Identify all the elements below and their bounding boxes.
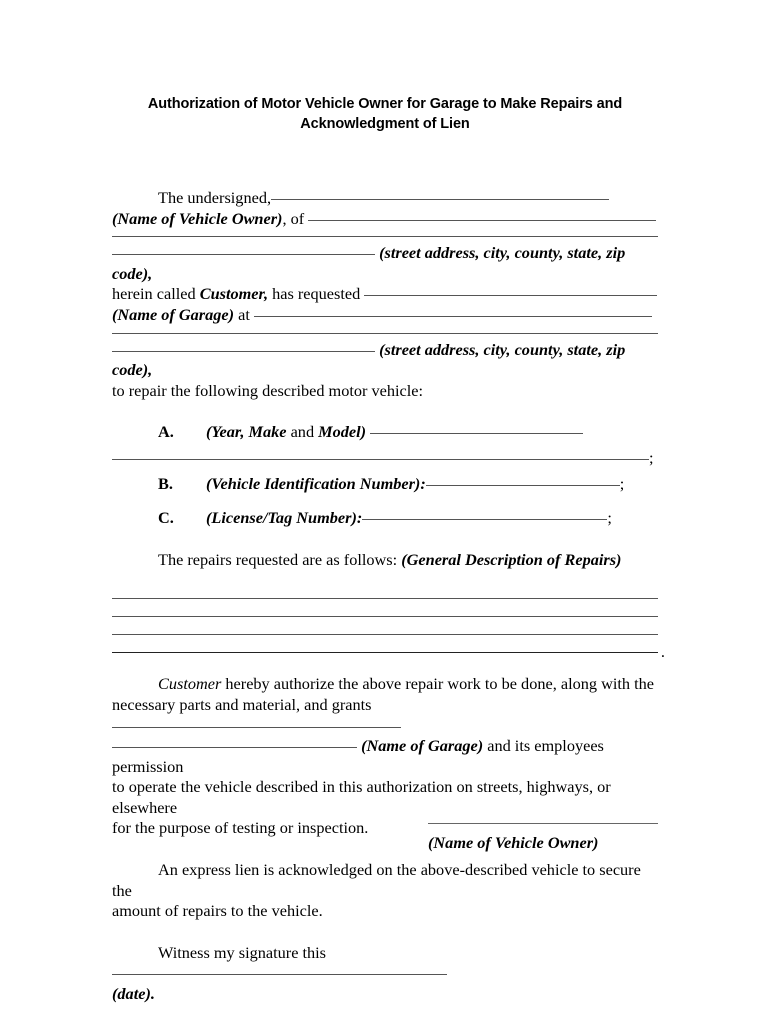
signature-label: (Name of Vehicle Owner) [428,833,599,852]
repairs-lead-in: The repairs requested are as follows: [158,549,398,569]
document-content [112,0,665,1005]
item-a-fill-line-1[interactable] [370,433,583,434]
repair-blank-line[interactable] [112,635,665,662]
intro-line-herein-called [112,284,658,305]
repair-blank-line[interactable] [112,599,658,617]
page-title-line-2: Acknowledgment of Lien [300,116,470,132]
customer-term: Customer, [199,284,269,304]
item-a-label-part2: Model) [318,422,367,442]
name-of-garage-caption: (Name of Garage) [112,304,235,324]
intro-line-rule-full-2 [112,326,658,334]
repair-blank-line[interactable] [112,617,658,635]
of-word: , of [282,208,305,228]
witness-paragraph [112,943,658,1005]
repair-blank-line[interactable] [112,581,658,599]
at-word: at [238,304,250,324]
authorization-customer-term: Customer [158,674,222,694]
lien-paragraph [112,860,658,922]
intro-line-street-caption [112,237,658,284]
witness-line-1 [112,943,658,984]
witness-date-caption: (date). [112,984,155,1004]
item-letter-b: B. [158,473,173,493]
item-a-terminator: ; [649,447,654,467]
authorization-text-3: and its employees permission [112,736,604,776]
lien-line-2: amount of repairs to the vehicle. [112,901,323,921]
item-c-fill-line[interactable] [362,519,607,520]
owner-address-fill-line-3[interactable] [112,254,375,255]
item-a-conjunction: and [290,422,315,442]
lien-text-1: An express lien is acknowledged on the above-described vehicle to secure the [112,860,641,900]
item-b-fill-line[interactable] [426,485,620,486]
garage-name-fill-line-3[interactable] [112,747,357,748]
authorization-line-4: to operate the vehicle described in this authorization on streets, highways, or elsewhere [112,777,611,817]
lien-line-1 [112,860,658,901]
street-address-caption: (street address, city, county, state, zip code), [112,243,626,283]
item-a-fill-line-2[interactable] [112,459,649,460]
spacer [112,653,658,674]
authorization-line-5: for the purpose of testing or inspection. [112,818,369,838]
repairs-lead-in-row [112,550,658,571]
spacer [112,401,658,422]
item-a-label-part1: (Year, Make [206,422,287,442]
owner-address-fill-line-1[interactable] [308,220,656,221]
herein-called-text: herein called [112,284,196,304]
vehicle-item-c [112,494,658,529]
garage-name-fill-line-2[interactable] [112,727,401,728]
repairs-caption: (General Description of Repairs) [401,549,622,569]
intro-line-owner-caption [112,209,658,230]
page-title [112,0,658,134]
garage-address-fill-line-3[interactable] [112,351,375,352]
repairs-blank-lines [112,581,665,662]
intro-line-undersigned [112,188,658,209]
garage-address-fill-line-1[interactable] [254,316,652,317]
witness-date-fill-line[interactable] [112,974,447,975]
item-b-label: (Vehicle Identification Number): [206,473,426,493]
garage-name-fill-line[interactable] [364,295,657,296]
signature-block [428,823,658,854]
spacer [112,134,658,164]
authorization-text-1: hereby authorize the above repair work to be done, along with the [225,674,654,694]
item-b-terminator: ; [619,473,625,493]
name-of-vehicle-owner-caption: (Name of Vehicle Owner) [112,208,283,228]
authorization-paragraph [112,674,658,839]
repairs-end-period: . [660,642,665,662]
street-address-caption-2: (street address, city, county, state, zip code), [112,339,626,380]
intro-line-street-caption-2 [112,334,658,381]
item-letter-c: C. [158,508,174,528]
intro-line-rule-full [112,229,658,237]
item-c-label: (License/Tag Number): [206,508,363,528]
page-title-line-1: Authorization of Motor Vehicle Owner for Garage to Make Repairs and [147,96,623,112]
owner-name-fill-line[interactable] [271,199,609,200]
name-of-garage-caption-2: (Name of Garage) [361,736,484,756]
authorization-text-2: necessary parts and material, and grants [112,694,372,714]
has-requested-text: has requested [272,284,361,304]
authorization-line-2 [112,695,658,736]
intro-paragraph [112,188,658,401]
intro-line-garage-caption [112,305,658,326]
witness-text: Witness my signature this [158,942,327,962]
intro-line-to-repair: to repair the following described motor vehicle: [112,380,424,400]
authorization-line-3 [112,736,658,777]
authorization-line-1 [112,674,658,695]
vehicle-item-a-continuation [112,443,658,469]
spacer [112,529,658,550]
item-c-terminator: ; [607,508,612,528]
vehicle-item-b [112,469,658,495]
spacer [112,164,658,188]
undersigned-label: The undersigned, [158,188,272,207]
item-letter-a: A. [158,422,174,442]
vehicle-item-a [112,422,658,443]
spacer [112,922,658,943]
